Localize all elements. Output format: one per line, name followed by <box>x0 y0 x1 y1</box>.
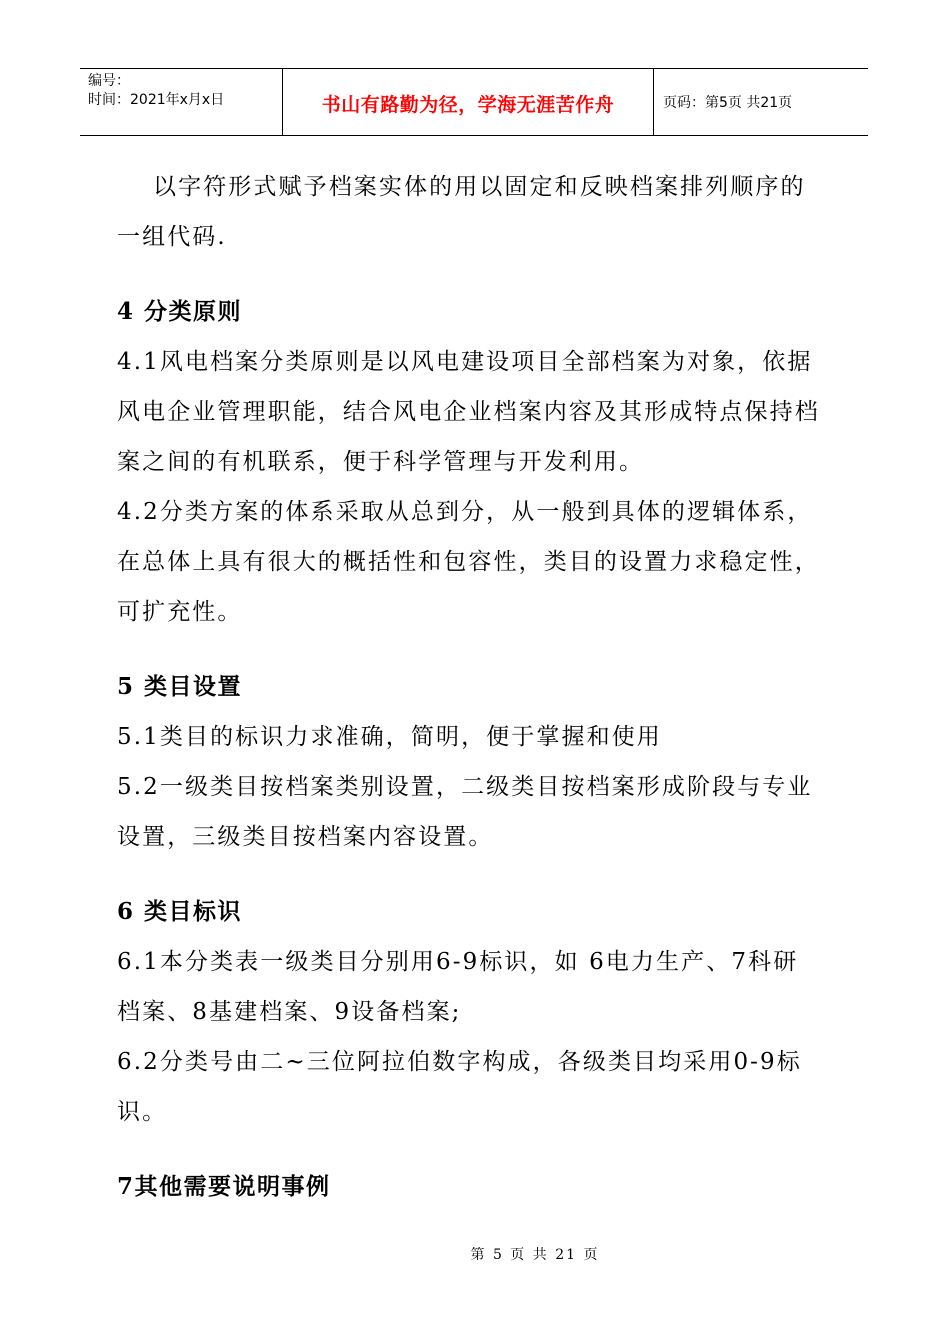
paragraph-line: 6.1本分类表一级类目分别用6-9标识，如 6电力生产、7科研 <box>117 949 799 975</box>
paragraph-line: 案之间的有机联系，便于科学管理与开发利用。 <box>117 449 645 475</box>
header-meta <box>80 69 282 135</box>
section-heading-6: 6 类目标识 <box>117 898 243 925</box>
paragraph-line: 在总体上具有很大的概括性和包容性，类目的设置力求稳定性， <box>117 549 820 575</box>
document-number: 编号： <box>88 73 130 89</box>
paragraph-line: 一组代码. <box>117 224 227 250</box>
paragraph-line: 5.2一级类目按档案类别设置，二级类目按档案形成阶段与专业 <box>117 774 813 800</box>
paragraph-line: 4.1风电档案分类原则是以风电建设项目全部档案为对象，依据 <box>117 349 813 375</box>
document-time: 时间：2021年x月x日 <box>88 92 225 108</box>
paragraph-line: 设置，三级类目按档案内容设置。 <box>117 824 494 850</box>
paragraph-line: 识。 <box>117 1099 168 1125</box>
section-heading-4: 4 分类原则 <box>117 298 243 325</box>
section-heading-7: 7其他需要说明事例 <box>117 1173 331 1200</box>
paragraph-line: 6.2分类号由二~三位阿拉伯数字构成，各级类目均采用0-9标 <box>117 1049 802 1075</box>
paragraph-line: 可扩充性。 <box>117 599 243 625</box>
paragraph-line: 风电企业管理职能，结合风电企业档案内容及其形成特点保持档 <box>117 399 820 425</box>
page-info-text: 页码：第5页 共21页 <box>663 95 793 111</box>
header-motto <box>282 69 654 135</box>
footer-page-number: 第 5 页 共 21 页 <box>470 1247 600 1263</box>
page-header <box>80 68 868 136</box>
header-page-info <box>654 69 868 135</box>
paragraph-line: 以字符形式赋予档案实体的用以固定和反映档案排列顺序的 <box>153 174 806 200</box>
motto-text: 书山有路勤为径，学海无涯苦作舟 <box>321 93 615 116</box>
section-heading-5: 5 类目设置 <box>117 673 243 700</box>
paragraph-line: 档案、8基建档案、9设备档案; <box>117 999 462 1025</box>
page-footer <box>0 1244 950 1264</box>
paragraph-line: 5.1类目的标识力求准确，简明，便于掌握和使用 <box>117 724 662 750</box>
paragraph-line: 4.2分类方案的体系采取从总到分，从一般到具体的逻辑体系， <box>117 499 813 525</box>
document-body <box>117 162 833 1212</box>
